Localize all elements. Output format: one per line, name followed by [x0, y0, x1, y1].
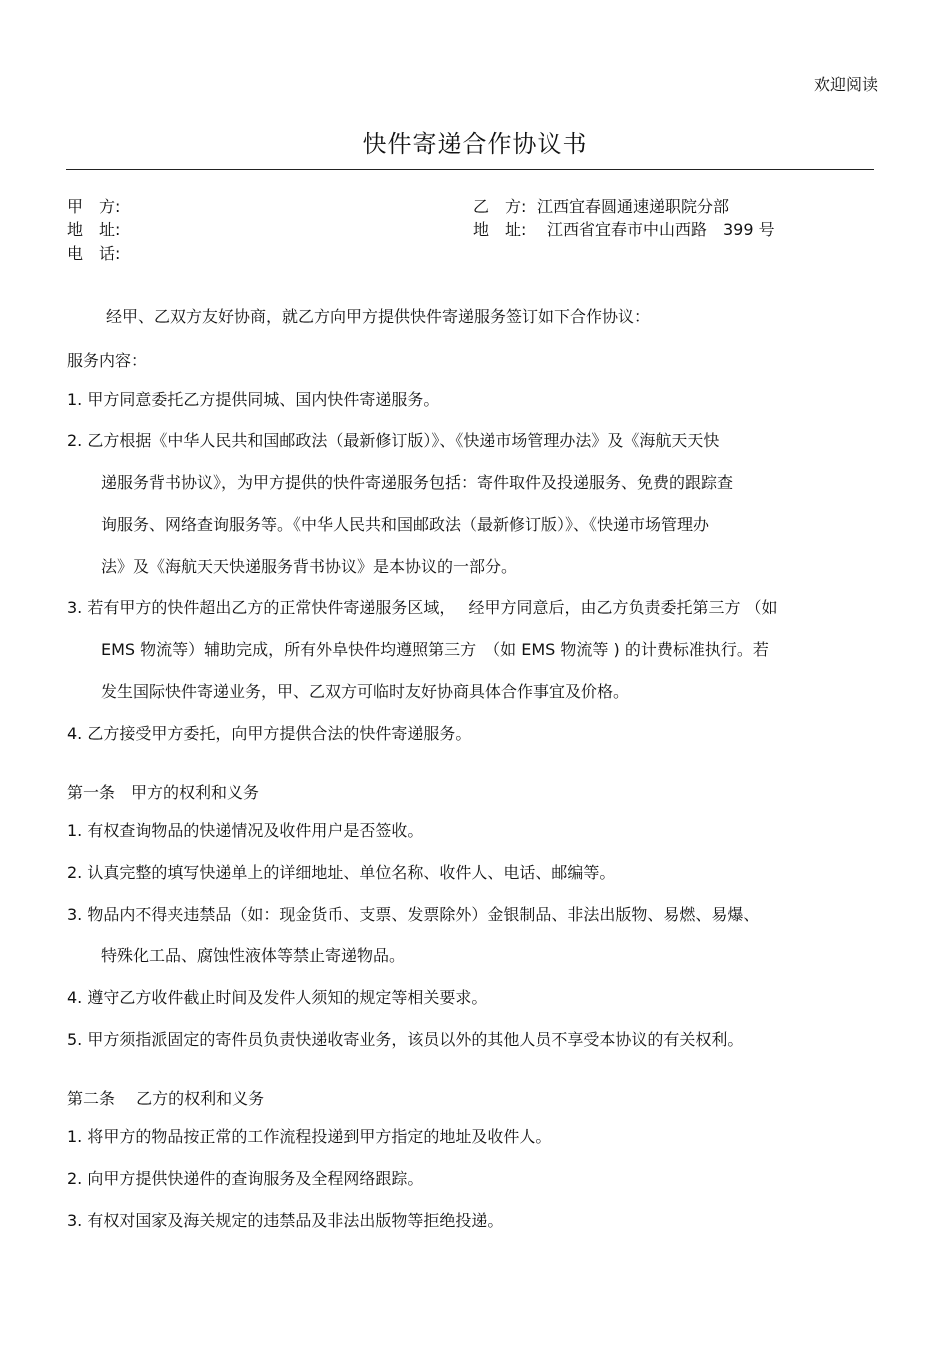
article-1-line: 5. 甲方须指派固定的寄件员负责快递收寄业务，该员以外的其他人员不享受本协议的有关权利。 — [67, 1030, 744, 1049]
title-divider — [66, 169, 874, 170]
service-line: 法》及《海航天天快递服务背书协议》是本协议的一部分。 — [101, 557, 518, 576]
article-2-line: 1. 将甲方的物品按正常的工作流程投递到甲方指定的地址及收件人。 — [67, 1127, 552, 1146]
article-1-heading: 第一条 甲方的权利和义务 — [67, 783, 260, 802]
article-1-line: 4. 遵守乙方收件截止时间及发件人须知的规定等相关要求。 — [67, 988, 488, 1007]
article-2-heading: 第二条 乙方的权利和义务 — [67, 1089, 265, 1108]
service-line: 4. 乙方接受甲方委托，向甲方提供合法的快件寄递服务。 — [67, 724, 472, 743]
article-1-line: 1. 有权查询物品的快递情况及收件用户是否签收。 — [67, 821, 424, 840]
party-b-address: 江西省宜春市中山西路 399 号 — [547, 220, 775, 239]
party-b-address-label: 地 址: — [473, 220, 527, 239]
service-heading: 服务内容： — [67, 351, 148, 370]
party-a-label: 甲 方: — [67, 197, 121, 216]
service-line: 2. 乙方根据《中华人民共和国邮政法（最新修订版）》、《快递市场管理办法》及《海航天天快 — [67, 431, 720, 450]
article-1-line: 3. 物品内不得夹违禁品（如：现金货币、支票、发票除外）金银制品、非法出版物、易燃、易爆、 — [67, 905, 760, 924]
party-a-address-label: 地 址: — [67, 220, 121, 239]
service-line: 询服务、网络查询服务等。《中华人民共和国邮政法（最新修订版）》、《快递市场管理办 — [101, 515, 710, 534]
article-1-line: 2. 认真完整的填写快递单上的详细地址、单位名称、收件人、电话、邮编等。 — [67, 863, 616, 882]
service-line: 递服务背书协议》，为甲方提供的快件寄递服务包括：寄件取件及投递服务、免费的跟踪查 — [101, 473, 734, 492]
article-1-line: 特殊化工品、腐蚀性液体等禁止寄递物品。 — [101, 946, 406, 965]
service-line: 1. 甲方同意委托乙方提供同城、国内快件寄递服务。 — [67, 390, 440, 409]
page-header: 欢迎阅读 — [813, 75, 878, 94]
party-b-label: 乙 方: — [473, 197, 527, 216]
article-2-line: 3. 有权对国家及海关规定的违禁品及非法出版物等拒绝投递。 — [67, 1211, 504, 1230]
service-line: 发生国际快件寄递业务，甲、乙双方可临时友好协商具体合作事宜及价格。 — [101, 682, 630, 701]
document-title: 快件寄递合作协议书 — [362, 130, 588, 158]
party-a-phone-label: 电 话: — [67, 244, 121, 263]
service-line: 3. 若有甲方的快件超出乙方的正常快件寄递服务区域， 经甲方同意后，由乙方负责委托第三方 （如 — [67, 598, 778, 617]
intro-paragraph: 经甲、乙双方友好协商，就乙方向甲方提供快件寄递服务签订如下合作协议： — [106, 307, 651, 326]
article-2-line: 2. 向甲方提供快递件的查询服务及全程网络跟踪。 — [67, 1169, 424, 1188]
service-line: EMS 物流等）辅助完成，所有外阜快件均遵照第三方 （如 EMS 物流等 ) 的计费标准执行。若 — [101, 640, 769, 659]
party-b-name: 江西宜春圆通速递职院分部 — [537, 197, 730, 216]
